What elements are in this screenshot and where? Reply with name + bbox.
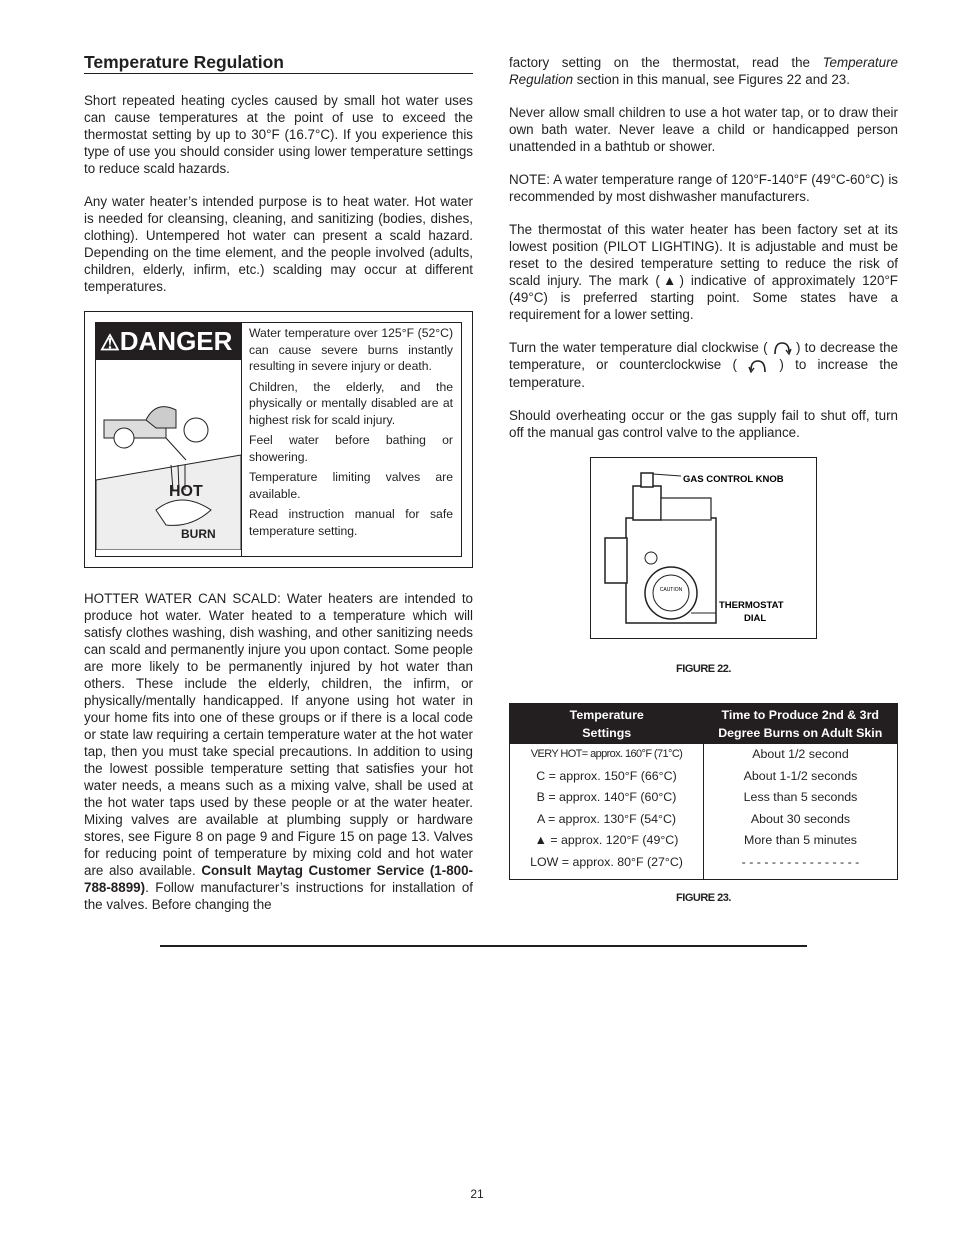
table-header-time: Time to Produce 2nd & 3rd Degree Burns on Adult Skin (704, 703, 898, 744)
danger-label-box (84, 311, 473, 568)
triangle-mark-icon: ▲ (659, 273, 680, 288)
figure-23-caption: FIGURE 23. (676, 891, 731, 904)
gas-control-diagram (591, 458, 816, 638)
paragraph-short-cycles: Short repeated heating cycles caused by small hot water uses can cause temperatures at the point of use to exceed the thermostat setting by up to 30°F (16.7°C). If you experience this type of use you should consider using lower temperature settings to reduce scald hazards. (84, 93, 473, 176)
table-row: ▲ = approx. 120°F (49°C) More than 5 minutes (510, 830, 898, 852)
section-heading: Temperature Regulation (84, 54, 473, 74)
danger-item: Temperature limiting valves are available. (249, 470, 453, 501)
warning-triangle-icon: ⚠ (100, 330, 120, 355)
hot-label: HOT (169, 483, 203, 500)
page-number: 21 (470, 1187, 484, 1201)
paragraph-thermostat: The thermostat of this water heater has been factory set at its lowest position (PILOT LIGHTING). It is adjustable and must be reset to the desired temperature setting to reduce the risk of scald injury. The mark (▲) indicative of approximately 120°F (49°C) is preferred starting point. Some states have a requirement for a lower setting. (509, 222, 898, 322)
danger-item: Water temperature over 125°F (52°C) can cause severe burns instantly resulting in severe injury or death. (249, 326, 453, 373)
table-row: LOW = approx. 80°F (27°C) - - - - - - - - - - - - - - - - (510, 851, 898, 879)
clockwise-arrow-icon (772, 340, 792, 356)
figure-22-gas-control (590, 457, 817, 639)
table-header-settings: Temperature Settings (510, 703, 704, 744)
danger-item: Children, the elderly, and the physically or mentally disabled are at highest risk for scald injury. (249, 379, 453, 427)
danger-label (95, 322, 462, 557)
faucet-hand-illustration (96, 360, 241, 550)
burn-label: BURN (181, 527, 216, 541)
paragraph-overheating: Should overheating occur or the gas supply fail to shut off, turn off the manual gas control valve to the appliance. (509, 407, 898, 440)
caution-label: CAUTION (659, 586, 683, 593)
left-column (84, 54, 473, 929)
danger-header: ⚠DANGER (96, 323, 241, 360)
scald-illustration (96, 323, 242, 556)
gas-control-knob-label: GAS CONTROL KNOB (683, 473, 784, 485)
table-row: VERY HOT= approx. 160°F (71°C) About 1/2 second (510, 744, 898, 766)
paragraph-children: Never allow small children to use a hot water tap, or to draw their own bath water. Never leave a child or handicapped person unattended in a bathtub or shower. (509, 105, 898, 154)
dial-label: DIAL (744, 612, 767, 624)
paragraph-factory-setting: factory setting on the thermostat, read the Temperature Regulation section in this manual, see Figures 22 and 23. (509, 55, 898, 87)
table-row: C = approx. 150°F (66°C) About 1-1/2 seconds (510, 765, 898, 787)
paragraph-turn-dial: Turn the water temperature dial clockwise ( ) to decrease the temperature, or counterclockwise ( ) to increase the temperature. (509, 340, 898, 390)
figure-22-caption: FIGURE 22. (676, 662, 731, 675)
right-column (509, 54, 898, 932)
paragraph-intended-purpose: Any water heater’s intended purpose is to heat water. Hot water is needed for cleansing, cleaning, and sanitizing (bodies, dishes, clothing). Untempered hot water can present a scald hazard. Depending on the time element, and the people involved (adults, children, elderly, infirm, etc.) scalding may occur at different temperatures. (84, 194, 473, 294)
customer-service-contact: Consult Maytag Customer Service (1-800-788-8899) (84, 863, 474, 895)
danger-item: Read instruction manual for safe temperature setting. (249, 507, 453, 538)
danger-text (249, 325, 453, 543)
page-divider (160, 945, 807, 947)
danger-item: Feel water before bathing or showering. (249, 433, 453, 464)
temperature-burn-table (509, 703, 898, 880)
triangle-mark-icon: ▲ (534, 833, 551, 848)
paragraph-hotter-water: HOTTER WATER CAN SCALD: Water heaters are intended to produce hot water. Water heated to a temperature which will satisfy clothes washing, dish washing, and other sanitizing needs can scald and permanently injure you upon contact. Some people are more likely to be permanently injured by hot water than others. These include the elderly, children, the infirm, or physically/mentally handicapped. If anyone using hot water in your home fits into one of these groups or if there is a local code or state law requiring a certain temperature water at the hot water tap, then you must take special precautions. In addition to using the lowest possible temperature setting that satisfies your hot water needs, a means such as a mixing valve, shall be used at the hot water taps used by these people or at the water heater. Mixing valves are available at plumbing supply or hardware stores, see Figure 8 on page 9 and Figure 15 on page 13. Valves for reducing point of temperature by mixing cold and hot water are also available. Consult Maytag Customer Service (1-800-788-8899). Follow manufacturer’s instructions for installation of the valves. Before changing the (84, 591, 474, 912)
table-row: B = approx. 140°F (60°C) Less than 5 seconds (510, 787, 898, 809)
thermostat-label: THERMOSTAT (719, 599, 784, 611)
table-row: A = approx. 130°F (54°C) About 30 seconds (510, 808, 898, 830)
counterclockwise-arrow-icon (748, 358, 768, 374)
paragraph-note-dishwasher: NOTE: A water temperature range of 120°F-140°F (49°C-60°C) is recommended by most dishwasher manufacturers. (509, 172, 898, 204)
